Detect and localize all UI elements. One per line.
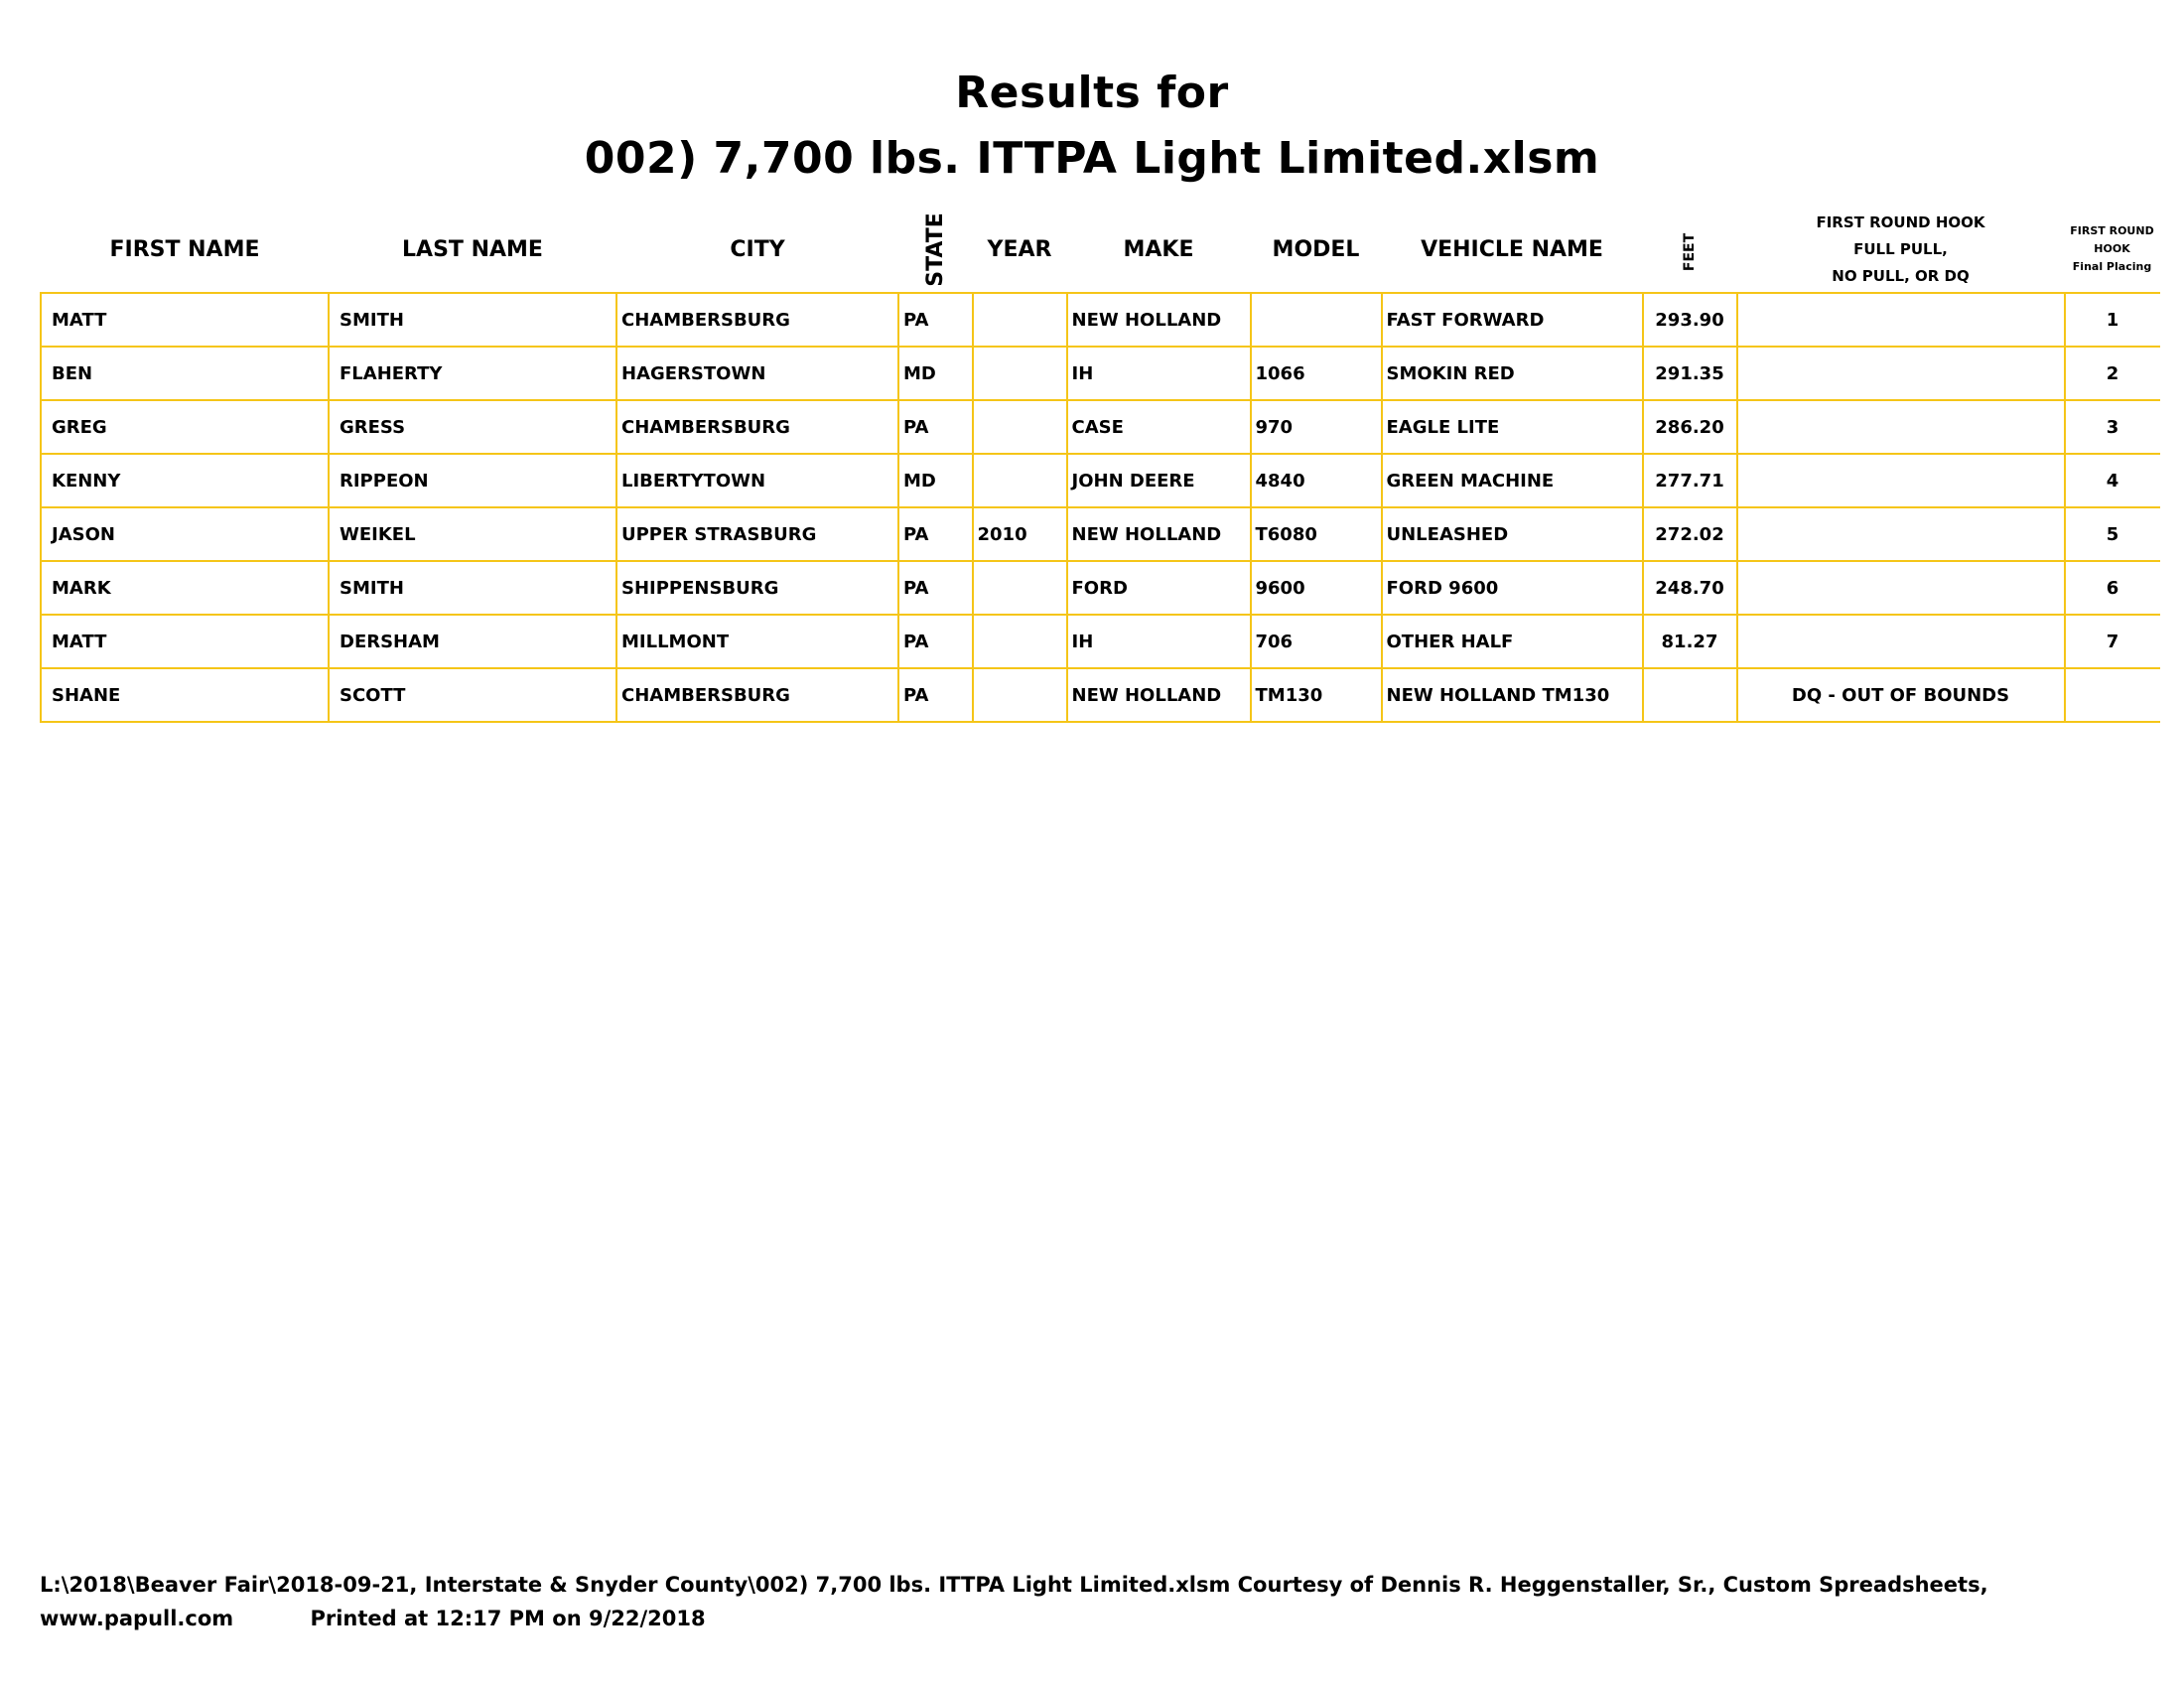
cell-year <box>973 347 1067 400</box>
cell-placing: 5 <box>2065 507 2160 561</box>
header-year: YEAR <box>987 236 1052 262</box>
cell-city: MILLMONT <box>616 615 898 668</box>
cell-placing: 1 <box>2065 293 2160 347</box>
cell-first-name: MARK <box>41 561 329 615</box>
table-row <box>41 561 2160 615</box>
header-row <box>41 207 2160 293</box>
header-final-placing <box>2065 207 2160 293</box>
cell-feet: 272.02 <box>1643 507 1737 561</box>
cell-make: NEW HOLLAND <box>1067 507 1251 561</box>
cell-placing: 2 <box>2065 347 2160 400</box>
cell-model: TM130 <box>1251 668 1382 722</box>
cell-vehicle-name: GREEN MACHINE <box>1382 454 1643 507</box>
cell-vehicle-name: EAGLE LITE <box>1382 400 1643 454</box>
cell-placing: 4 <box>2065 454 2160 507</box>
header-city: CITY <box>730 236 785 262</box>
cell-hook <box>1737 400 2065 454</box>
cell-hook <box>1737 293 2065 347</box>
cell-state: PA <box>898 507 973 561</box>
cell-last-name: SMITH <box>329 293 616 347</box>
cell-first-name: MATT <box>41 615 329 668</box>
cell-year <box>973 454 1067 507</box>
cell-hook <box>1737 454 2065 507</box>
cell-feet: 81.27 <box>1643 615 1737 668</box>
cell-year <box>973 293 1067 347</box>
cell-model <box>1251 293 1382 347</box>
page-title-line2: 002) 7,700 lbs. ITTPA Light Limited.xlsm <box>584 133 1600 184</box>
cell-model: 9600 <box>1251 561 1382 615</box>
cell-last-name: DERSHAM <box>329 615 616 668</box>
cell-make: NEW HOLLAND <box>1067 293 1251 347</box>
cell-city: HAGERSTOWN <box>616 347 898 400</box>
header-vehicle-name: VEHICLE NAME <box>1421 236 1603 262</box>
cell-feet: 277.71 <box>1643 454 1737 507</box>
header-hook-line2: FULL PULL, <box>1853 239 1948 258</box>
cell-placing <box>2065 668 2160 722</box>
cell-model: 706 <box>1251 615 1382 668</box>
cell-make: FORD <box>1067 561 1251 615</box>
header-placing-line1: FIRST ROUND <box>2070 224 2154 237</box>
cell-placing: 6 <box>2065 561 2160 615</box>
cell-first-name: GREG <box>41 400 329 454</box>
cell-last-name: SMITH <box>329 561 616 615</box>
cell-last-name: GRESS <box>329 400 616 454</box>
header-hook-line3: NO PULL, OR DQ <box>1832 266 1970 285</box>
footer-printed-timestamp: Printed at 12:17 PM on 9/22/2018 <box>310 1607 706 1630</box>
header-last-name: LAST NAME <box>402 236 543 262</box>
cell-hook <box>1737 561 2065 615</box>
header-feet <box>1643 207 1737 293</box>
cell-feet: 286.20 <box>1643 400 1737 454</box>
cell-state: MD <box>898 347 973 400</box>
footer-line2 <box>40 1607 706 1630</box>
header-placing-line2: HOOK <box>2094 242 2130 255</box>
cell-vehicle-name: SMOKIN RED <box>1382 347 1643 400</box>
cell-feet: 291.35 <box>1643 347 1737 400</box>
cell-model: 1066 <box>1251 347 1382 400</box>
cell-last-name: WEIKEL <box>329 507 616 561</box>
cell-model: 970 <box>1251 400 1382 454</box>
cell-first-name: JASON <box>41 507 329 561</box>
cell-last-name: FLAHERTY <box>329 347 616 400</box>
header-state-label: STATE <box>922 211 948 287</box>
header-make: MAKE <box>1123 236 1194 262</box>
cell-last-name: RIPPEON <box>329 454 616 507</box>
cell-hook: DQ - OUT OF BOUNDS <box>1737 668 2065 722</box>
cell-placing: 7 <box>2065 615 2160 668</box>
cell-year <box>973 400 1067 454</box>
table-row <box>41 454 2160 507</box>
table-row <box>41 347 2160 400</box>
header-feet-label: FEET <box>1682 232 1698 271</box>
cell-city: UPPER STRASBURG <box>616 507 898 561</box>
table-row <box>41 668 2160 722</box>
footer-website-link[interactable]: www.papull.com <box>40 1607 234 1630</box>
cell-hook <box>1737 347 2065 400</box>
cell-make: IH <box>1067 347 1251 400</box>
cell-year <box>973 561 1067 615</box>
table-row <box>41 293 2160 347</box>
cell-hook <box>1737 507 2065 561</box>
cell-state: PA <box>898 400 973 454</box>
cell-city: CHAMBERSBURG <box>616 668 898 722</box>
cell-make: CASE <box>1067 400 1251 454</box>
cell-vehicle-name: FORD 9600 <box>1382 561 1643 615</box>
table-row <box>41 615 2160 668</box>
cell-vehicle-name: OTHER HALF <box>1382 615 1643 668</box>
cell-vehicle-name: UNLEASHED <box>1382 507 1643 561</box>
cell-model: T6080 <box>1251 507 1382 561</box>
cell-city: SHIPPENSBURG <box>616 561 898 615</box>
cell-vehicle-name: FAST FORWARD <box>1382 293 1643 347</box>
header-first-name: FIRST NAME <box>109 236 260 262</box>
cell-make: IH <box>1067 615 1251 668</box>
page-title-line1: Results for <box>955 68 1229 118</box>
cell-last-name: SCOTT <box>329 668 616 722</box>
cell-first-name: BEN <box>41 347 329 400</box>
cell-feet: 293.90 <box>1643 293 1737 347</box>
cell-year <box>973 615 1067 668</box>
cell-model: 4840 <box>1251 454 1382 507</box>
header-hook-line1: FIRST ROUND HOOK <box>1816 212 1985 231</box>
cell-state: PA <box>898 561 973 615</box>
results-table <box>40 207 2160 723</box>
cell-vehicle-name: NEW HOLLAND TM130 <box>1382 668 1643 722</box>
cell-state: MD <box>898 454 973 507</box>
cell-make: JOHN DEERE <box>1067 454 1251 507</box>
cell-feet: 248.70 <box>1643 561 1737 615</box>
cell-hook <box>1737 615 2065 668</box>
header-placing-line3: Final Placing <box>2072 260 2152 273</box>
cell-placing: 3 <box>2065 400 2160 454</box>
footer-file-path: L:\2018\Beaver Fair\2018-09-21, Interstate & Snyder County\002) 7,700 lbs. ITTPA Light Limited.xlsm Courtesy of Dennis R. Heggenstaller, Sr., Custom Spreadsheets, <box>40 1573 1988 1597</box>
cell-first-name: MATT <box>41 293 329 347</box>
header-state <box>898 207 973 293</box>
cell-city: LIBERTYTOWN <box>616 454 898 507</box>
cell-make: NEW HOLLAND <box>1067 668 1251 722</box>
table-row <box>41 400 2160 454</box>
cell-feet <box>1643 668 1737 722</box>
cell-year <box>973 668 1067 722</box>
cell-year: 2010 <box>973 507 1067 561</box>
cell-city: CHAMBERSBURG <box>616 293 898 347</box>
header-first-round-hook <box>1737 207 2065 293</box>
table-row <box>41 507 2160 561</box>
header-model: MODEL <box>1272 236 1360 262</box>
cell-city: CHAMBERSBURG <box>616 400 898 454</box>
cell-state: PA <box>898 615 973 668</box>
cell-state: PA <box>898 293 973 347</box>
cell-state: PA <box>898 668 973 722</box>
cell-first-name: KENNY <box>41 454 329 507</box>
cell-first-name: SHANE <box>41 668 329 722</box>
